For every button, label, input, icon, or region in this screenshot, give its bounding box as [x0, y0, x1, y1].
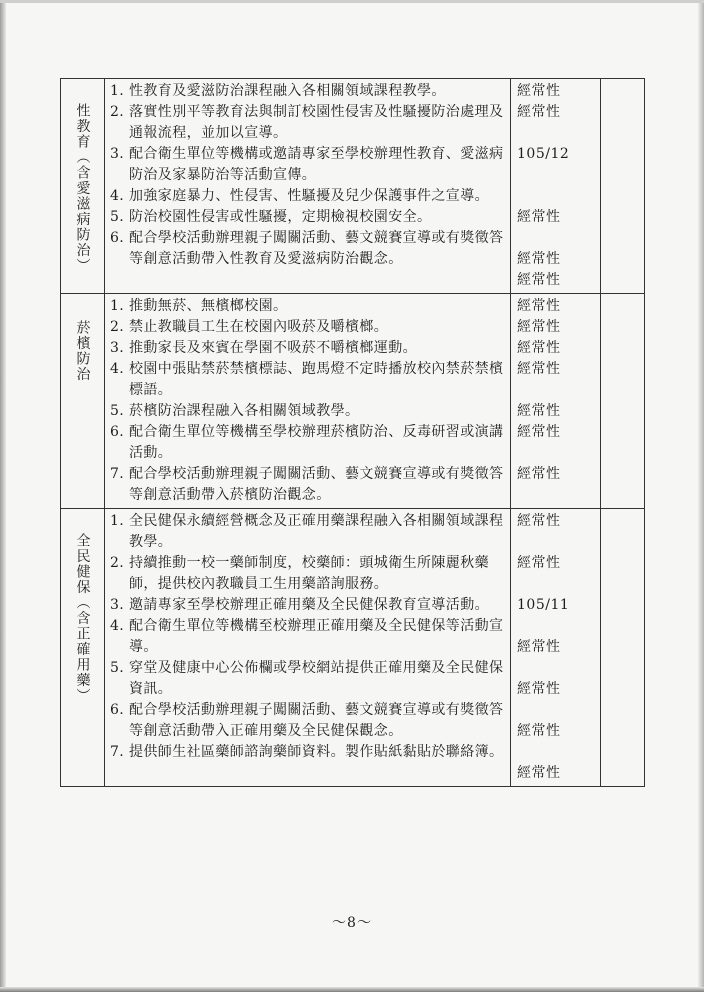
item-number: 2. [110, 104, 125, 120]
scan-bottom-edge [0, 987, 704, 992]
schedule-value [517, 165, 600, 186]
item-text: 性教育及愛滋防治課程融入各相關領域課程教學。 [129, 83, 446, 99]
remarks-cell [601, 294, 645, 509]
item-text: 推動無菸、無檳榔校園。 [129, 298, 288, 314]
item-text: 全民健保永續經營概念及正確用藥課程融入各相關領域課程教學。 [129, 513, 504, 550]
item-text: 持續推動一校一藥師制度，校藥師：頭城衛生所陳麗秋藥師，提供校內教職員工生用藥諮詢服務。 [129, 555, 489, 592]
scan-right-edge [698, 0, 704, 992]
list-item [110, 511, 506, 553]
list-item [110, 401, 506, 422]
item-number: 5. [110, 209, 125, 225]
item-text: 推動家長及來賓在學園不吸菸不嚼檳榔運動。 [129, 340, 417, 356]
table-row [61, 79, 645, 294]
list-item [110, 700, 506, 742]
schedule-value: 經常性 [517, 83, 561, 99]
item-number: 7. [110, 744, 125, 760]
list-item [110, 359, 506, 401]
item-text: 邀請專家至學校辦理正確用藥及全民健保教育宣導活動。 [129, 597, 489, 613]
schedule-value: 經常性 [517, 424, 561, 440]
schedule-value: 經常性 [517, 403, 561, 419]
schedule-value: 經常性 [517, 681, 561, 697]
list-item [110, 296, 506, 317]
item-number: 6. [110, 230, 125, 246]
item-number: 7. [110, 466, 125, 482]
category-label: 菸檳防治 [74, 320, 91, 382]
scan-top-edge [0, 0, 704, 3]
item-text: 加強家庭暴力、性侵害、性騷擾及兒少保護事件之宣導。 [129, 188, 489, 204]
item-number: 6. [110, 702, 125, 718]
schedule-value: 經常性 [517, 298, 561, 314]
item-text: 菸檳防治課程融入各相關領域教學。 [129, 403, 360, 419]
list-item [110, 338, 506, 359]
list-item [110, 207, 506, 228]
remarks-cell [601, 79, 645, 294]
item-number: 4. [110, 188, 125, 204]
items-cell [105, 509, 511, 787]
schedule-value: 經常性 [517, 723, 561, 739]
schedule-value [517, 186, 600, 207]
schedule-value: 經常性 [517, 361, 561, 377]
schedule-cell [511, 509, 601, 787]
item-number: 2. [110, 555, 125, 571]
list-item [110, 186, 506, 207]
schedule-value: 經常性 [517, 639, 561, 655]
list-item [110, 102, 506, 144]
item-number: 3. [110, 146, 125, 162]
schedule-value: 經常性 [517, 555, 561, 571]
schedule-value: 經常性 [517, 765, 561, 781]
item-text: 配合衛生單位等機構至校辦理正確用藥及全民健保等活動宣導。 [129, 618, 504, 655]
item-text: 落實性別平等教育法與制訂校園性侵害及性騷擾防治處理及通報流程，並加以宣導。 [129, 104, 504, 141]
item-text: 穿堂及健康中心公佈欄或學校網站提供正確用藥及全民健保資訊。 [129, 660, 504, 697]
category-cell [61, 79, 105, 294]
item-number: 3. [110, 340, 125, 356]
scan-left-edge [0, 0, 6, 992]
item-text: 配合學校活動辦理親子闖關活動、藝文競賽宣導或有獎徵答等創意活動帶入性教育及愛滋病防治觀念。 [129, 230, 504, 267]
schedule-value: 105/11 [517, 597, 570, 613]
category-cell [61, 509, 105, 787]
list-item [110, 616, 506, 658]
schedule-value: 105/12 [517, 146, 570, 162]
list-item [110, 81, 506, 102]
item-number: 4. [110, 618, 125, 634]
category-label: 性教育（含愛滋病防治） [74, 103, 91, 274]
item-number: 2. [110, 319, 125, 335]
table-row [61, 294, 645, 509]
item-number: 5. [110, 403, 125, 419]
list-item [110, 464, 506, 506]
schedule-value [517, 700, 600, 721]
item-text: 防治校園性侵害或性騷擾，定期檢視校園安全。 [129, 209, 432, 225]
plan-table [60, 78, 645, 787]
item-number: 1. [110, 513, 125, 529]
list-item [110, 144, 506, 186]
schedule-value [517, 658, 600, 679]
item-text: 配合學校活動辦理親子闖關活動、藝文競賽宣導或有獎徵答等創意活動帶入正確用藥及全民健保觀念。 [129, 702, 504, 739]
schedule-value: 經常性 [517, 340, 561, 356]
schedule-value [517, 616, 600, 637]
item-text: 配合衛生單位等機構至學校辦理菸檳防治、反毒研習或演講活動。 [129, 424, 504, 461]
item-text: 配合衛生單位等機構或邀請專家至學校辦理性教育、愛滋病防治及家暴防治等活動宣傳。 [129, 146, 504, 183]
schedule-cell [511, 294, 601, 509]
item-text: 配合學校活動辦理親子闖關活動、藝文競賽宣導或有獎徵答等創意活動帶入菸檳防治觀念。 [129, 466, 504, 503]
table-row [61, 509, 645, 787]
category-cell [61, 294, 105, 509]
schedule-value [517, 443, 600, 464]
item-number: 5. [110, 660, 125, 676]
items-cell [105, 294, 511, 509]
item-text: 校園中張貼禁菸禁檳標誌、跑馬燈不定時播放校內禁菸禁檳標語。 [129, 361, 504, 398]
remarks-cell [601, 509, 645, 787]
schedule-value: 經常性 [517, 513, 561, 529]
schedule-value [517, 532, 600, 553]
list-item [110, 317, 506, 338]
list-item [110, 658, 506, 700]
schedule-value: 經常性 [517, 272, 561, 288]
plan-table-body [61, 79, 645, 787]
schedule-value [517, 380, 600, 401]
category-label: 全民健保（含正確用藥） [74, 533, 91, 704]
schedule-cell [511, 79, 601, 294]
schedule-value [517, 742, 600, 763]
item-number: 1. [110, 298, 125, 314]
item-number: 1. [110, 83, 125, 99]
item-text: 提供師生社區藥師諮詢藥師資料。製作貼紙黏貼於聯絡簿。 [129, 744, 504, 760]
schedule-value: 經常性 [517, 104, 561, 120]
schedule-value: 經常性 [517, 251, 561, 267]
page-number: ～8～ [332, 915, 372, 931]
list-item [110, 422, 506, 464]
item-number: 6. [110, 424, 125, 440]
schedule-value: 經常性 [517, 319, 561, 335]
list-item [110, 595, 506, 616]
schedule-value: 經常性 [517, 209, 561, 225]
item-number: 4. [110, 361, 125, 377]
item-text: 禁止教職員工生在校園內吸菸及嚼檳榔。 [129, 319, 389, 335]
item-number: 3. [110, 597, 125, 613]
items-cell [105, 79, 511, 294]
schedule-value [517, 574, 600, 595]
list-item [110, 228, 506, 270]
schedule-value: 經常性 [517, 466, 561, 482]
schedule-value [517, 123, 600, 144]
schedule-value [517, 228, 600, 249]
list-item [110, 742, 506, 763]
list-item [110, 553, 506, 595]
